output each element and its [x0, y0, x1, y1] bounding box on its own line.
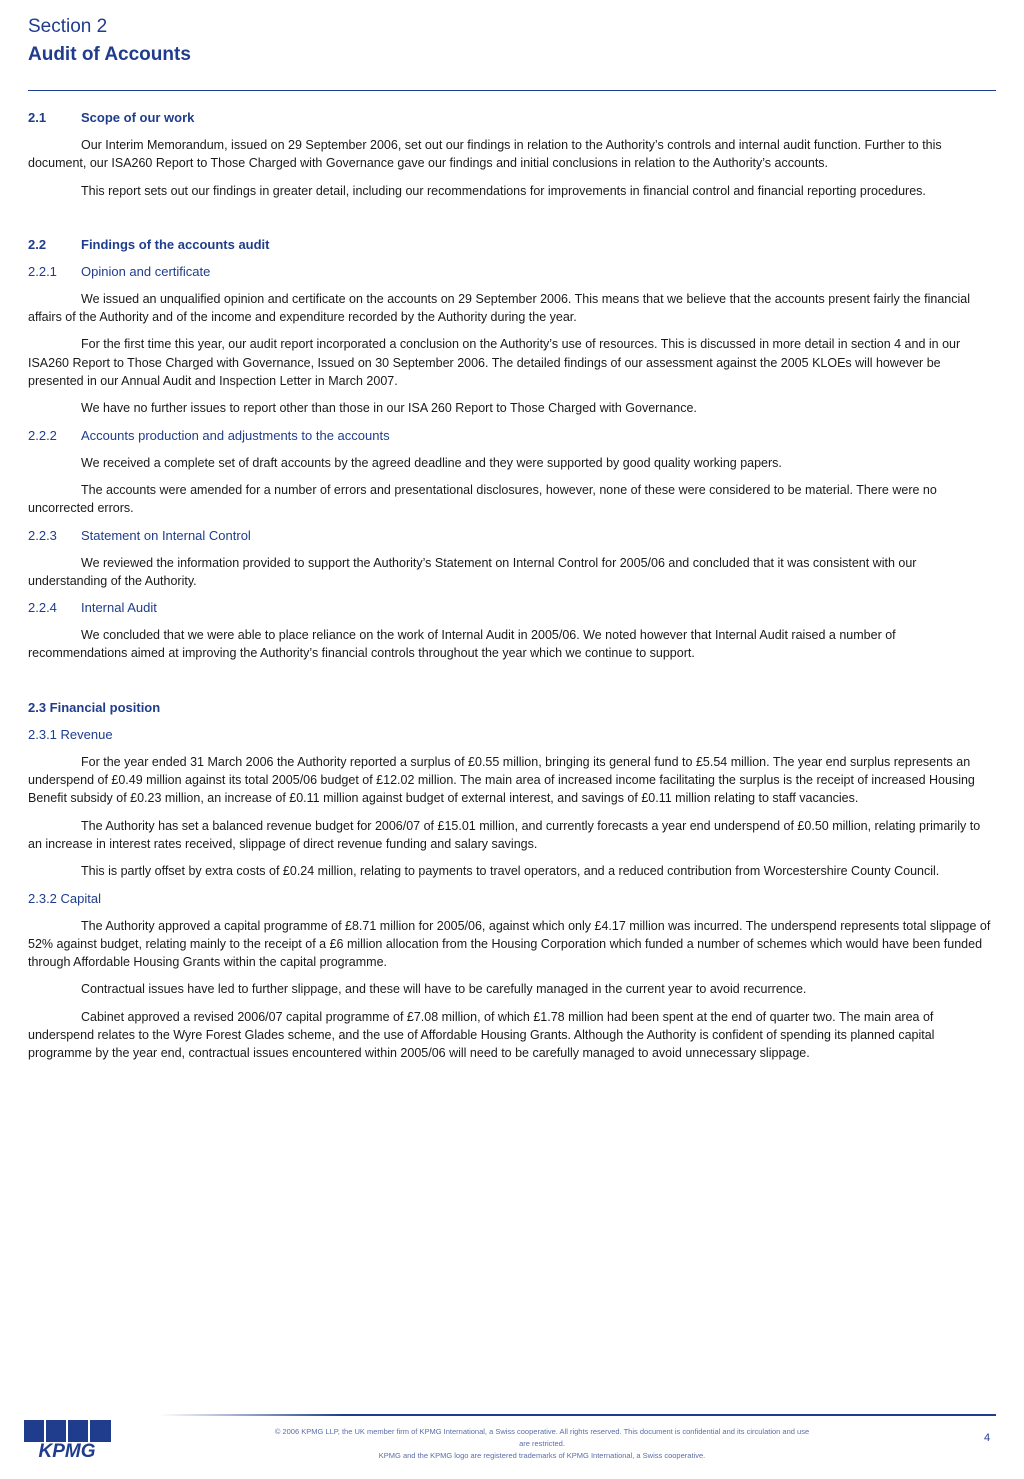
kpmg-logo [24, 1420, 111, 1460]
heading-text: Opinion and certificate [81, 263, 211, 279]
heading-2-2-4 [28, 599, 996, 617]
heading-2-2-1 [28, 263, 996, 281]
paragraph: For the first time this year, our audit report incorporated a conclusion on the Authority’s use of resources. This is discussed in more detail in section 4 and in our ISA260 Report to Those Charged with Governance, Issued on 30 September 2006. The detailed findings of our assessment against the 2005 KLOEs will however be presented in our Annual Audit and Inspection Letter in March 2007. [28, 337, 961, 389]
section-label: Section 2 [28, 16, 108, 37]
paragraph: We issued an unqualified opinion and certificate on the accounts on 29 September 2006. This means that we believe that the accounts present fairly the financial affairs of the Authority and of the income and expenditure recorded by the Authority during the year. [28, 291, 970, 325]
logo-text: KPMG [38, 1441, 96, 1460]
page-title: Audit of Accounts [28, 44, 191, 65]
heading-number: 2.2.2 [28, 427, 57, 443]
heading-number: 2.2 [28, 236, 47, 252]
paragraph: Contractual issues have led to further slippage, and these will have to be carefully managed in the current year to avoid recurrence. [81, 982, 807, 997]
heading-2-3: 2.3 Financial position [28, 699, 161, 715]
document-body [28, 109, 996, 1063]
footer-divider [160, 1414, 996, 1416]
heading-text: Accounts production and adjustments to the accounts [81, 427, 390, 443]
paragraph: Cabinet approved a revised 2006/07 capital programme of £7.08 million, of which £1.78 million had been spent at the end of quarter two. The main area of underspend relates to the Wyre Forest Glades scheme, and the use of Affordable Housing Grants. Although the Authority is confident of spending its planned capital programme by the year end, contractual issues encountered within 2005/06 will need to be carefully managed to avoid unnecessary slippage. [28, 1009, 935, 1061]
paragraph: The Authority has set a balanced revenue budget for 2006/07 of £15.01 million, and currently forecasts a year end underspend of £0.50 million, relating primarily to an increase in interest rates received, slippage of direct revenue funding and salary savings. [28, 818, 981, 851]
page-content [28, 14, 996, 1072]
heading-2-3-2: 2.3.2 Capital [28, 890, 101, 906]
header-divider [28, 90, 996, 91]
paragraph: Our Interim Memorandum, issued on 29 September 2006, set out our findings in relation to the Authority’s controls and internal audit function. Further to this document, our ISA260 Report to Those Charged with Governance gave our findings and initial conclusions in relation to the Authority’s accounts. [28, 138, 942, 171]
heading-2-1 [28, 109, 996, 127]
paragraph: We received a complete set of draft accounts by the agreed deadline and they were supported by good quality working papers. [81, 455, 782, 470]
heading-number: 2.1 [28, 110, 47, 125]
paragraph: This report sets out our findings in greater detail, including our recommendations for improvements in financial control and financial reporting procedures. [81, 183, 926, 198]
paragraph: For the year ended 31 March 2006 the Authority reported a surplus of £0.55 million, bringing its general fund to £5.54 million. The year end surplus represents an underspend of £0.49 million against its total 2005/06 budget of £12.02 million. The main area of increased income facilitating the surplus is the receipt of increased Housing Benefit subsidy of £0.23 million, an increase of £0.11 million against budget of external interest, and savings of £0.11 million relating to staff vacancies. [28, 754, 975, 806]
heading-text: Internal Audit [81, 600, 157, 616]
heading-2-2 [28, 236, 996, 254]
heading-text: Statement on Internal Control [81, 527, 251, 543]
paragraph: We concluded that we were able to place reliance on the work of Internal Audit in 2005/06. We noted however that Internal Audit raised a number of recommendations aimed at improving the Authority’s financial controls throughout the year which we continue to support. [28, 628, 896, 661]
heading-number: 2.2.3 [28, 527, 57, 543]
legal-notice [262, 1426, 822, 1462]
legal-line: are restricted. [519, 1439, 565, 1448]
heading-text: Findings of the accounts audit [81, 236, 270, 252]
legal-line: © 2006 KPMG LLP, the UK member firm of KPMG International, a Swiss cooperative. All rights reserved. This document is confidential and its circulation and use [274, 1427, 810, 1436]
paragraph: The Authority approved a capital programme of £8.71 million for 2005/06, against which only £4.17 million was incurred. The underspend represents total slippage of 52% against budget, relating mainly to the receipt of a £6 million allocation from the Housing Corporation which funded a number of schemes which would have been funded through Affordable Housing Grants within the capital programme. [28, 918, 991, 970]
paragraph: This is partly offset by extra costs of £0.24 million, relating to payments to travel operators, and a reduced contribution from Worcestershire County Council. [81, 864, 940, 879]
heading-2-2-3 [28, 527, 996, 545]
paragraph: We have no further issues to report other than those in our ISA 260 Report to Those Charged with Governance. [81, 401, 697, 416]
legal-line: KPMG and the KPMG logo are registered trademarks of KPMG International, a Swiss cooperative. [378, 1451, 706, 1460]
heading-number: 2.2.1 [28, 263, 57, 279]
footer [0, 1412, 1024, 1479]
heading-2-3-1: 2.3.1 Revenue [28, 726, 113, 742]
paragraph: The accounts were amended for a number of errors and presentational disclosures, however, none of these were considered to be material. There were no uncorrected errors. [28, 482, 937, 516]
heading-number: 2.2.4 [28, 600, 57, 616]
paragraph: We reviewed the information provided to support the Authority’s Statement on Internal Control for 2005/06 and concluded that it was consistent with our understanding of the Authority. [28, 555, 917, 588]
page-number: 4 [984, 1432, 991, 1444]
heading-2-2-2 [28, 427, 996, 445]
heading-text: Scope of our work [81, 110, 195, 125]
